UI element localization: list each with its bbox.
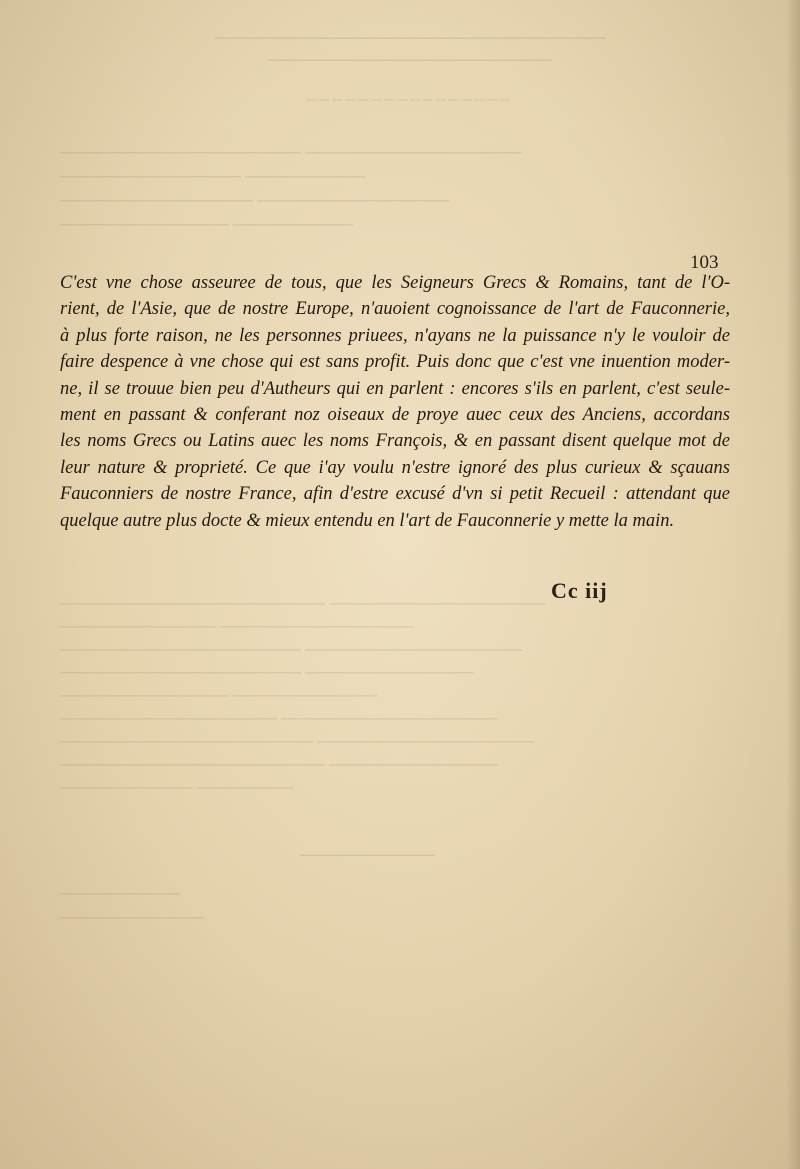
show-through-bottom: ────────── ──────────── <box>60 884 205 927</box>
text-line: faire despence à vne chose qui est sans profit. Puis donc que c'est vne inuention moder- <box>60 352 730 373</box>
text-line: quelque autre plus docte & mieux entendu en l'art de Fauconnerie y mette la main. <box>60 510 675 531</box>
signature-mark: Cc iij <box>551 578 608 603</box>
page-number: 103 <box>690 252 719 273</box>
show-through-middle: ────────────────────── ────────────────── ───────────── ──────────────── ──────────────────── ────────────────── ──────────────────── ────────────── ────────────── ──────────── ────────────────── ────────────────── ───────────────────── ────────────────── ────────────────────── ────────────── ─────────── ──────── <box>60 594 547 797</box>
show-through-heading: ────────── <box>300 845 435 866</box>
text-line: à plus forte raison, ne les personnes priuees, n'ayans ne la puissance n'y le vouloir de <box>60 325 730 346</box>
body-paragraph <box>60 270 730 534</box>
page-edge-shadow <box>786 0 800 1169</box>
text-line: ne, il se trouue bien peu d'Autheurs qui en parlent : encores s'ils en parlent, c'est seule- <box>60 378 730 399</box>
text-line: C'est vne chose asseuree de tous, que les Seigneurs Grecs & Romains, tant de l'O- <box>60 273 730 293</box>
show-through-top: ───────────────────────────── ───────────────────── ──────────────── ──────────────────── ────────────────── ─────────────── ────────── ──────────────── ──────────────── ────────────── ────────── <box>60 28 606 234</box>
text-line: ment en passant & conferant noz oiseaux de proye auec ceux des Anciens, accordans <box>60 405 730 426</box>
text-line: les noms Grecs ou Latins auec les noms François, & en passant disent quelque mot de <box>60 431 730 452</box>
text-line: Fauconniers de nostre France, afin d'estre excusé d'vn si petit Recueil : attendant que <box>60 484 730 505</box>
text-line: leur nature & proprieté. Ce que i'ay voulu n'estre ignoré des plus curieux & sçauans <box>60 457 730 478</box>
text-line: rient, de l'Asie, que de nostre Europe, n'auoient cognoissance de l'art de Fauconnerie, <box>60 299 730 320</box>
